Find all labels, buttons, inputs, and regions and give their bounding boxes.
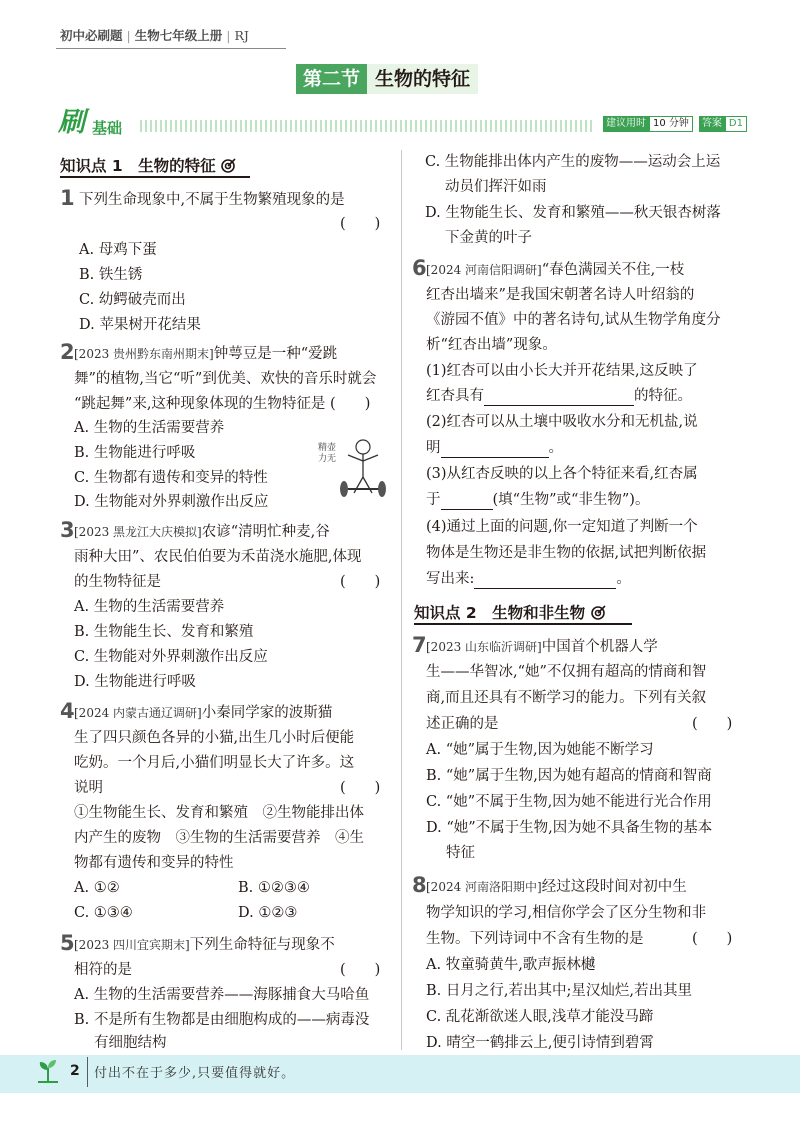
q5-line-1: [2023 四川宜宾期末]下列生命特征与现象不: [74, 937, 335, 953]
level-label: 基础: [92, 119, 123, 137]
q7-line-1: [2023 山东临沂调研]中国首个机器人学: [426, 639, 658, 655]
q4-answer-paren: ( ): [340, 780, 381, 796]
q7-line-3: 商,而且还具有不断学习的能力。下列有关叙: [426, 690, 707, 706]
q7-source: [2023 山东临沂调研]: [426, 640, 542, 654]
answer-page: D1: [725, 116, 747, 132]
time-value: 10 分钟: [649, 116, 693, 132]
q2-line-2: 舞”的植物,当它“听”到优美、欢快的音乐时就会: [74, 371, 377, 387]
q5-source: [2023 四川宜宾期末]: [74, 938, 190, 952]
q4-line-5: ①生物能生长、发育和繁殖 ②生物能排出体: [74, 805, 364, 821]
running-header: 初中必刷题 | 生物七年级上册 | RJ: [60, 28, 249, 43]
footer-motto: 付出不在于多少,只要值得就好。: [94, 1066, 296, 1081]
q5-option-c-cont: 动员们挥汗如雨: [445, 179, 547, 195]
q4-line-4: 说明: [74, 780, 103, 796]
q6-source: [2024 河南信阳调研]: [426, 263, 542, 277]
q4-option-b[interactable]: B. ①②③④: [238, 880, 310, 896]
header-rule: [56, 48, 286, 49]
q4-line-3: 吃奶。一个月后,小猫们明显长大了许多。这: [74, 755, 355, 771]
q7-answer-paren: ( ): [692, 716, 733, 732]
brush-logo: 刷: [58, 107, 85, 138]
q7-option-d[interactable]: D. “她”不属于生物,因为她不具备生物的基本: [426, 820, 713, 836]
q4-option-d[interactable]: D. ①②③: [238, 905, 298, 921]
q3-line-1: [2023 黑龙江大庆模拟]农谚“清明忙种麦,谷: [74, 524, 330, 540]
q6-sub2-line-2: 明 。: [426, 440, 563, 456]
q1-option-c[interactable]: C. 幼鳄破壳而出: [79, 292, 186, 308]
q4-source: [2024 内蒙古通辽调研]: [74, 706, 202, 720]
q2-source: [2023 贵州黔东南州期末]: [74, 347, 214, 361]
section-number: 第二节: [296, 64, 367, 94]
q8-line-2: 物学知识的学习,相信你学会了区分生物和非: [426, 905, 707, 921]
q6-sub3-line-2: 于 (填“生物”或“非生物”)。: [426, 492, 650, 508]
q7-option-c[interactable]: C. “她”不属于生物,因为她不能进行光合作用: [426, 794, 712, 810]
q4-line-7: 物都有遗传和变异的特性: [74, 855, 234, 871]
q3-answer-paren: ( ): [340, 574, 381, 590]
subject-name: 生物七年级上册: [134, 28, 223, 43]
q1-answer-paren: ( ): [340, 216, 381, 232]
q6-sub4-line-2: 物体是生物还是非生物的依据,试把判断依据: [426, 545, 707, 561]
q6-blank-3[interactable]: [441, 492, 493, 510]
q3-option-b[interactable]: B. 生物能生长、发育和繁殖: [74, 624, 254, 640]
q8-line-1: [2024 河南洛阳期中]经过这段时间对初中生: [426, 879, 687, 895]
q5-option-c[interactable]: C. 生物能排出体内产生的废物——运动会上运: [425, 154, 721, 170]
q6-line-1: [2024 河南信阳调研]“春色满园关不住,一枝: [426, 262, 685, 278]
q7-option-d-cont: 特征: [446, 845, 475, 861]
q3-option-a[interactable]: A. 生物的生活需要营养: [74, 599, 225, 615]
q3-line-3: 的生物特征是: [74, 574, 161, 590]
q6-blank-2[interactable]: [441, 440, 549, 458]
q2-option-c[interactable]: C. 生物都有遗传和变异的特性: [74, 470, 268, 486]
q8-number: 8: [412, 873, 427, 897]
q7-number: 7: [412, 633, 427, 657]
q8-answer-paren: ( ): [692, 931, 733, 947]
time-label: 建议用时: [603, 116, 649, 132]
q8-source: [2024 河南洛阳期中]: [426, 880, 542, 894]
q2-option-a[interactable]: A. 生物的生活需要营养: [74, 420, 225, 436]
knowledge-point-1: 知识点 1 生物的特征: [60, 154, 237, 176]
q6-line-2: 红杏出墙来”是我国宋朝著名诗人叶绍翁的: [426, 287, 695, 303]
q5-option-d-cont: 下金黄的叶子: [445, 230, 532, 246]
q6-sub1-line-1: (1)红杏可以由小长大并开花结果,这反映了: [426, 363, 698, 379]
q8-line-3: 生物。下列诗词中不含有生物的是: [426, 931, 644, 947]
q2-option-b[interactable]: B. 生物能进行呼吸: [74, 445, 196, 461]
q4-line-1: [2024 内蒙古通辽调研]小秦同学家的波斯猫: [74, 705, 333, 721]
plant-icon: [36, 1058, 60, 1084]
banner-stripe: [140, 120, 595, 132]
q8-option-b[interactable]: B. 日月之行,若出其中;星汉灿烂,若出其里: [426, 983, 692, 999]
q5-option-a[interactable]: A. 生物的生活需要营养——海豚捕食大马哈鱼: [74, 987, 370, 1003]
q5-option-d[interactable]: D. 生物能生长、发育和繁殖——秋天银杏树落: [425, 205, 721, 221]
target-icon: [591, 604, 607, 620]
q3-option-d[interactable]: D. 生物能进行呼吸: [74, 674, 196, 690]
q5-line-2: 相符的是: [74, 962, 132, 978]
edition: RJ: [234, 28, 249, 43]
q6-line-4: 析“红杏出墙”现象。: [426, 337, 557, 353]
q4-option-a[interactable]: A. ①②: [74, 880, 120, 896]
q7-line-2: 生——华智冰,“她”不仅拥有超高的情商和智: [426, 664, 707, 680]
q6-sub4-line-1: (4)通过上面的问题,你一定知道了判断一个: [426, 519, 698, 535]
q1-option-a[interactable]: A. 母鸡下蛋: [79, 242, 157, 258]
answer-label: 答案: [699, 116, 725, 132]
q6-line-3: 《游园不值》中的著名诗句,试从生物学角度分: [426, 312, 721, 328]
q7-line-4: 述正确的是: [426, 716, 499, 732]
q4-line-2: 生了四只颜色各异的小猫,出生几小时后便能: [74, 730, 355, 746]
q3-line-2: 雨种大田”、农民伯伯要为禾苗浇水施肥,体现: [74, 549, 362, 565]
q6-sub2-line-1: (2)红杏可以从土壤中吸收水分和无机盐,说: [426, 414, 698, 430]
q1-option-d[interactable]: D. 苹果树开花结果: [79, 317, 201, 333]
page-number: 2: [70, 1063, 80, 1079]
q2-line-3: “跳起舞”来,这种现象体现的生物特征是 ( ): [74, 396, 371, 412]
q6-sub4-line-3: 写出来: 。: [426, 571, 631, 587]
book-name: 初中必刷题: [60, 28, 123, 43]
q4-line-6: 内产生的废物 ③生物的生活需要营养 ④生: [74, 830, 364, 846]
cartoon-figure: [338, 433, 388, 505]
q1-stem: 下列生命现象中,不属于生物繁殖现象的是: [79, 192, 345, 208]
weightlifter-cartoon: 精壶 力无: [318, 433, 388, 505]
q5-option-b[interactable]: B. 不是所有生物都是由细胞构成的——病毒没: [74, 1012, 370, 1028]
q2-option-d[interactable]: D. 生物能对外界刺激作出反应: [74, 494, 269, 510]
q1-number: 1: [60, 186, 75, 210]
q4-option-c[interactable]: C. ①③④: [74, 905, 133, 921]
q5-number: 5: [60, 931, 75, 955]
q5-option-b-cont: 有细胞结构: [94, 1035, 167, 1051]
section-title: [296, 64, 478, 94]
q8-option-a[interactable]: A. 牧童骑黄牛,歌声振林樾: [426, 957, 596, 973]
q4-number: 4: [60, 699, 75, 723]
kp1-underline: [60, 176, 250, 178]
q3-number: 3: [60, 518, 75, 542]
q6-sub3-line-1: (3)从红杏反映的以上各个特征来看,红杏属: [426, 466, 698, 482]
q7-option-b[interactable]: B. “她”属于生物,因为她有超高的情商和智商: [426, 768, 712, 784]
q3-option-c[interactable]: C. 生物能对外界刺激作出反应: [74, 649, 268, 665]
section-name: 生物的特征: [367, 64, 478, 94]
q2-number: 2: [60, 340, 75, 364]
q6-number: 6: [412, 256, 427, 280]
q8-option-c[interactable]: C. 乱花渐欲迷人眼,浅草才能没马蹄: [426, 1009, 654, 1025]
knowledge-point-2: 知识点 2 生物和非生物: [414, 601, 607, 623]
q8-option-d[interactable]: D. 晴空一鹤排云上,便引诗情到碧霄: [426, 1035, 654, 1051]
q3-source: [2023 黑龙江大庆模拟]: [74, 525, 202, 539]
q1-option-b[interactable]: B. 铁生锈: [79, 267, 143, 283]
time-box: [603, 116, 747, 132]
column-divider: [401, 150, 402, 1050]
q7-option-a[interactable]: A. “她”属于生物,因为她能不断学习: [426, 742, 654, 758]
q6-blank-4[interactable]: [474, 571, 616, 589]
q6-sub1-line-2: 红杏具有 的特征。: [426, 388, 692, 404]
q6-blank-1[interactable]: [484, 388, 634, 406]
q5-answer-paren: ( ): [340, 962, 381, 978]
q2-line-1: [2023 贵州黔东南州期末]钟萼豆是一种“爱跳: [74, 346, 338, 362]
kp2-underline: [414, 623, 632, 625]
target-icon: [221, 157, 237, 173]
